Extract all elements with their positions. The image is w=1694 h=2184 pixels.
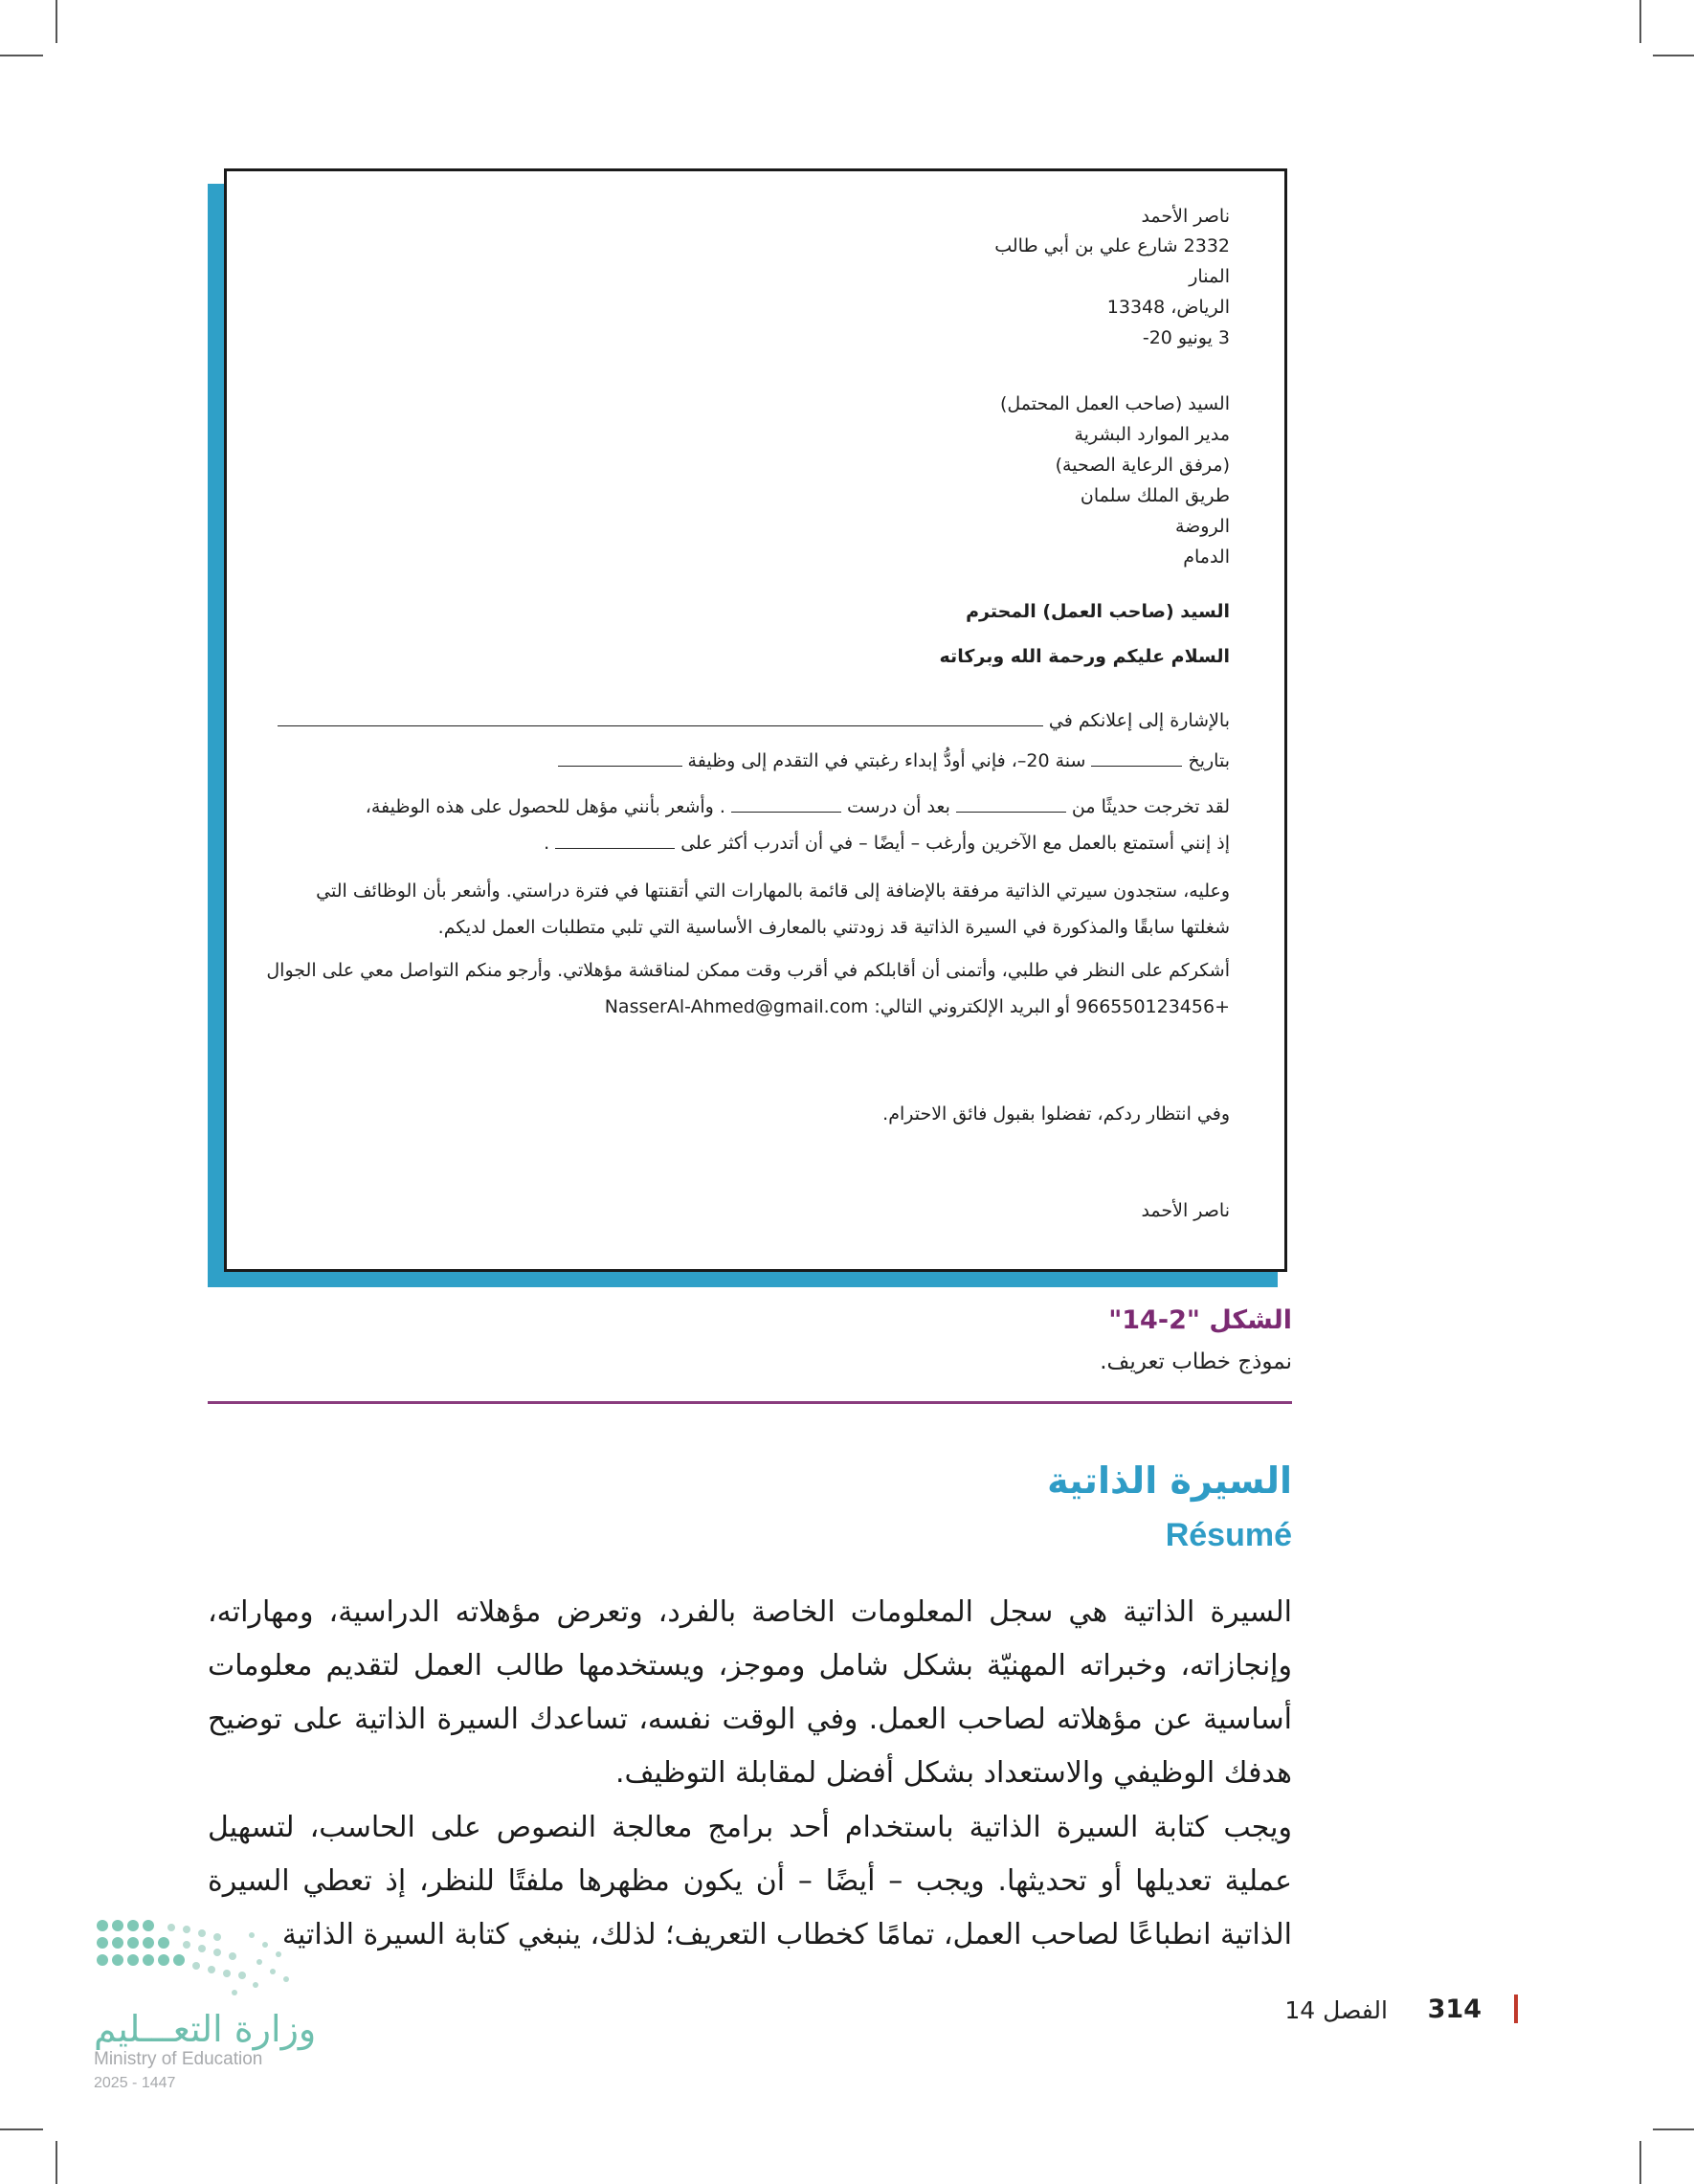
fill-blank [555,835,675,849]
chapter-label: الفصل 14 [1284,1996,1388,2024]
recipient-street: طريق الملك سلمان [1080,485,1230,506]
letter-line-1 [272,712,1230,730]
sender-name: ناصر الأحمد [1141,206,1230,227]
fill-blank [278,712,1043,726]
letter-signature: ناصر الأحمد [1141,1200,1230,1221]
ministry-name-ar: وزارة التعـــليم [94,2008,317,2050]
figure-label: الشكل "2-14" [1108,1305,1292,1335]
sender-address-district: المنار [1189,266,1230,287]
letter-line-2-b: سنة 20–، فإني أودُّ إبداء رغبتي في التقدم إلى وظيفة [687,750,1086,771]
crop-mark [1639,0,1641,43]
crop-mark [1653,2128,1694,2130]
body-paragraph-2: ويجب كتابة السيرة الذاتية باستخدام أحد برامج معالجة النصوص على الحاسب، لتسهيل عملية تعديلها أو تحديثها. ويجب – أيضًا – أن يكون مظهرها ملفتًا للنظر، إذ تعطي السيرة الذاتية انطباعًا لصاحب العمل، تمامًا كخطاب التعريف؛ لذلك، ينبغي كتابة السيرة الذاتية [208,1811,1292,1951]
letter-line-3-b: بعد أن درست [846,796,950,817]
letter-greeting: السلام عليكم ورحمة الله وبركاته [939,646,1230,667]
letter-line-4 [544,835,1230,853]
sender-address-city: الرياض، 13348 [1106,297,1230,318]
letter-para-2-line-2: شغلتها سابقًا والمذكورة في السيرة الذاتية قد زودتني بالمعارف الأساسية التي تلبي متطلبات العمل لديكم. [437,917,1230,938]
letter-line-2 [552,752,1230,770]
recipient-position: مدير الموارد البشرية [1074,424,1230,445]
page-number: 314 [1427,1995,1482,2024]
crop-mark [1639,2141,1641,2184]
crop-mark [56,2141,57,2184]
letter-salutation: السيد (صاحب العمل) المحترم [966,601,1230,622]
section-divider [208,1401,1292,1404]
section-title-ar: السيرة الذاتية [1047,1460,1292,1502]
fill-blank [731,798,841,813]
letter-line-3-c: . وأشعر بأنني مؤهل للحصول على هذه الوظيفة، [365,796,725,817]
letter-closing: وفي انتظار ردكم، تفضلوا بقبول فائق الاحترام. [882,1103,1230,1125]
recipient-city: الدمام [1183,546,1230,568]
letter-line-4-a: إذ إنني أستمتع بالعمل مع الآخرين وأرغب – أيضًا – في أن أتدرب أكثر على [680,833,1230,854]
crop-mark [0,2128,43,2130]
recipient-organization: (مرفق الرعاية الصحية) [1055,455,1230,476]
recipient-title: السيد (صاحب العمل المحتمل) [999,393,1230,414]
letter-date: 3 يونيو 20- [1142,327,1230,348]
fill-blank [1091,752,1182,767]
figure-description: نموذج خطاب تعريف. [1100,1349,1292,1374]
letter-line-3-a: لقد تخرجت حديثًا من [1071,796,1230,817]
sender-address-street: 2332 شارع علي بن أبي طالب [994,235,1230,256]
ministry-logo-icon [91,1916,306,2004]
letter-line-2-a: بتاريخ [1188,750,1230,771]
cover-letter [224,168,1287,1272]
fill-blank [956,798,1066,813]
crop-mark [56,0,57,43]
letter-para-3-line-2: +966550123456 أو البريد الإلكتروني التالي: NasserAl-Ahmed@gmail.com [604,996,1230,1017]
letter-line-1-text: بالإشارة إلى إعلانكم في [1048,710,1230,731]
fill-blank [558,752,682,767]
letter-para-3-line-1: أشكركم على النظر في طلبي، وأتمنى أن أقابلكم في أقرب وقت ممكن لمناقشة مؤهلاتي. وأرجو منكم التواصل معي على الجوال [266,960,1230,981]
footer-accent-bar [1514,1995,1518,2023]
letter-line-4-b: . [544,833,550,854]
letter-para-2-line-1: وعليه، ستجدون سيرتي الذاتية مرفقة بالإضافة إلى قائمة بالمهارات التي أتقنتها في فترة دراستي. وأشعر بأن الوظائف التي [316,880,1230,902]
recipient-district: الروضة [1174,516,1230,537]
section-title-en: Résumé [1165,1517,1292,1553]
ministry-year: 2025 - 1447 [94,2075,176,2091]
crop-mark [1653,55,1694,56]
ministry-name-en: Ministry of Education [94,2049,263,2069]
body-paragraph-1: السيرة الذاتية هي سجل المعلومات الخاصة بالفرد، وتعرض مؤهلاته الدراسية، ومهاراته، وإنجازاته، وخبراته المهنيّة بشكل شامل وموجز، ويستخدمها طالب العمل لتقديم معلومات أساسية عن مؤهلاته لصاحب العمل. وفي الوقت نفسه، تساعدك السيرة الذاتية على توضيح هدفك الوظيفي والاستعداد بشكل أفضل لمقابلة التوظيف. [208,1595,1292,1790]
letter-line-3 [366,798,1230,816]
crop-mark [0,55,43,56]
